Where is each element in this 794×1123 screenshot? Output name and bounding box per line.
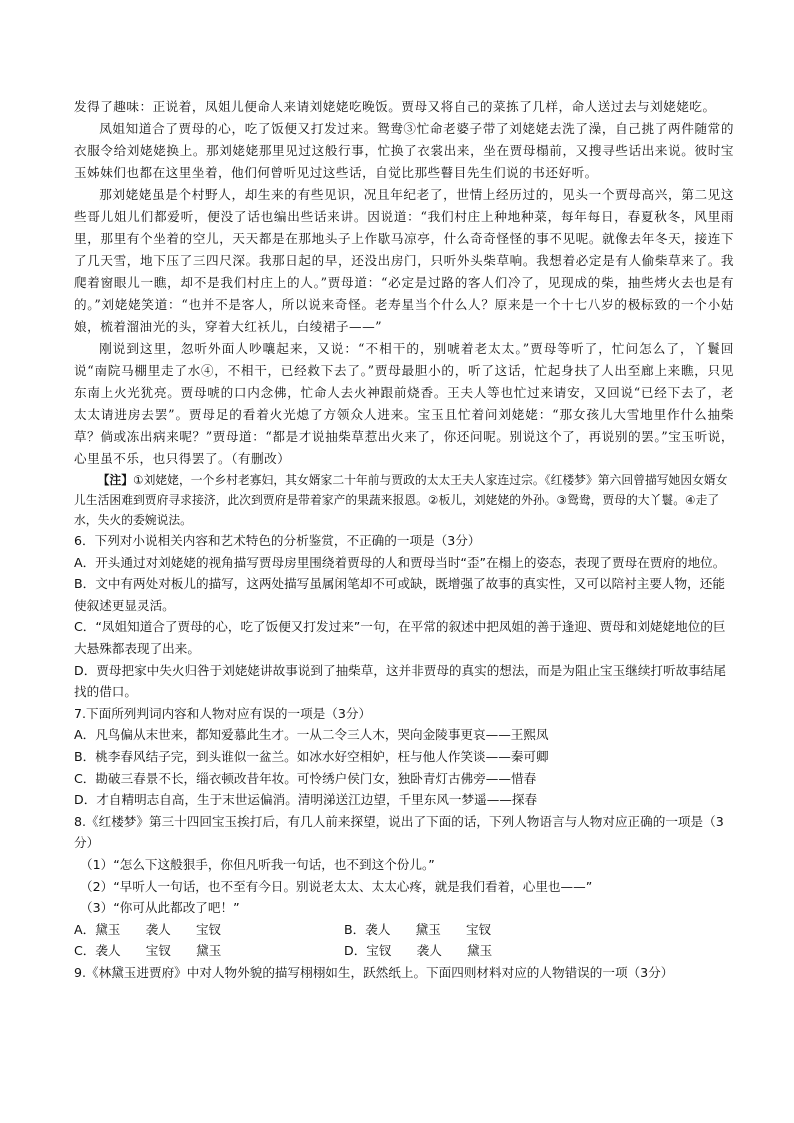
question-8-options xyxy=(74,919,734,962)
question-7-option-c: C．勘破三春景不长，缁衣顿改昔年妆。可怜绣户侯门女，独卧青灯古佛旁——惜春 xyxy=(74,770,537,786)
question-6-option-b: B．文中有两处对板儿的描写，这两处描写虽属闲笔却不可或缺，既增强了故事的真实性，又可以陪衬主要人物，还能使叙述更显灵活。 xyxy=(74,576,725,613)
question-8-title: 8.《红楼梦》第三十四回宝玉挨打后，有几人前来探望，说出了下面的话，下列人物语言与人物对应正确的一项是（3分） xyxy=(74,813,724,851)
question-8-statement-3: （3）“你可从此都改了吧！” xyxy=(80,900,240,916)
question-6-option-a: A．开头通过对刘姥姥的视角描写贾母房里围绕着贾母的人和贾母当时“歪”在榻上的姿态，表现了贾母在贾府的地位。 xyxy=(74,554,726,570)
passage-paragraph-0: 发得了趣味：正说着，凤姐儿便命人来请刘姥姥吃晚饭。贾母又将自己的菜拣了几样，命人送过去与刘姥姥吃。 xyxy=(74,99,716,114)
question-8-option-a: A．黛玉 袭人 宝钗 xyxy=(74,921,222,937)
question-7-option-d: D．才自精明志自高，生于末世运偏消。清明涕送江边望，千里东风一梦遥——探春 xyxy=(74,792,538,808)
question-8-statement-1: （1）“怎么下这般狠手，你但凡听我一句话，也不到这个份儿。” xyxy=(80,856,435,872)
question-7-title: 7.下面所列判词内容和人物对应有误的一项是（3分） xyxy=(74,705,372,721)
question-7 xyxy=(74,703,734,811)
footnote xyxy=(74,470,734,530)
passage xyxy=(74,96,734,470)
question-9-title: 9.《林黛玉进贾府》中对人物外貌的描写栩栩如生，跃然纸上。下面四则材料对应的人物错误的一项（3分） xyxy=(74,964,674,980)
passage-paragraph-2: 那刘姥姥虽是个村野人，却生来的有些见识，况且年纪老了，世情上经历过的，见头一个贾母高兴，第二见这些哥儿姐儿们都爱听，便没了话也编出些话来讲。因说道：“我们村庄上种地种菜，每年每日，春夏秋冬，风里雨里，那里有个坐着的空儿，天天都是在那地头子上作歇马凉亭，什么奇奇怪怪的事不见呢。就像去年冬天，接连下了几天雪，地下压了三四尺深。我那日起的早，还没出房门，只听外头柴草响。我想着必定是有人偷柴草来了。我爬着窗眼儿一瞧，却不是我们村庄上的人。”贾母道：“必定是过路的客人们冷了，见现成的柴，抽些烤火去也是有的。”刘姥姥笑道：“也并不是客人，所以说来奇怪。老寿星当个什么人？原来是一个十七八岁的极标致的一个小姑娘，梳着溜油光的头，穿着大红袄儿，白绫裙子——” xyxy=(74,187,734,334)
question-6-title: 6．下列对小说相关内容和艺术特色的分析鉴赏，不正确的一项是（3分） xyxy=(74,533,481,548)
question-8 xyxy=(74,811,734,962)
footnote-text: ①刘姥姥，一个乡村老寡妇，其女婿家二十年前与贾政的太太王夫人家连过宗。《红楼梦》第六回曾描写她因女婿女儿生活困难到贾府寻求接济，此次到贾府是带着家产的果蔬来报恩。②板儿，刘姥姥的外孙。③鸳鸯，贾母的大丫鬟。④走了水，失火的委婉说法。 xyxy=(74,473,728,527)
page-content xyxy=(74,96,734,983)
passage-paragraph-1: 凤姐知道合了贾母的心，吃了饭便又打发过来。鸳鸯③忙命老婆子带了刘姥姥去洗了澡，自己挑了两件随常的衣服令给刘姥姥换上。那刘姥姥那里见过这般行事，忙换了衣裳出来，坐在贾母榻前，又搜寻些话出来说。彼时宝玉姊妹们也都在这里坐着，他们何曾听见过这些话，自觉比那些瞽目先生们说的书还好听。 xyxy=(74,121,734,180)
question-6-option-c: C．“凤姐知道合了贾母的心，吃了饭便又打发过来”一句，在平常的叙述中把凤姐的善于逢迎、贾母和刘姥姥地位的巨大悬殊都表现了出来。 xyxy=(74,619,726,656)
question-9 xyxy=(74,962,734,984)
question-8-option-b: B．袭人 黛玉 宝钗 xyxy=(344,921,492,937)
footnote-label: 【注】 xyxy=(97,473,133,487)
passage-paragraph-3: 刚说到这里，忽听外面人吵嚷起来，又说：“不相干的，别唬着老太太。”贾母等听了，忙问怎么了，丫鬟回说“南院马棚里走了水④，不相干，已经救下去了。”贾母最胆小的，听了这话，忙起身扶了人出至廊上来瞧，只见东南上火光犹亮。贾母唬的口内念佛，忙命人去火神跟前烧香。王夫人等也忙过来请安，又回说“已经下去了，老太太请进房去罢”。贾母足的看着火光熄了方领众人进来。宝玉且忙着问刘姥姥：“那女孩儿大雪地里作什么抽柴草？倘或冻出病来呢？”贾母道：“都是才说抽柴草惹出火来了，你还问呢。别说这个了，再说别的罢。”宝玉听说，心里虽不乐，也只得罢了。（有删改） xyxy=(74,341,734,466)
question-7-option-a: A．凡鸟偏从末世来，都知爱慕此生才。一从二令三人木，哭向金陵事更哀——王熙凤 xyxy=(74,727,549,743)
question-7-option-b: B．桃李春风结子完，到头谁似一盆兰。如冰水好空相妒，枉与他人作笑谈——秦可卿 xyxy=(74,748,549,764)
question-6-option-d: D．贾母把家中失火归咎于刘姥姥讲故事说到了抽柴草，这并非贾母的真实的想法，而是为阻止宝玉继续打听故事结尾找的借口。 xyxy=(74,662,726,700)
question-8-statement-2: （2）“早听人一句话，也不至有今日。别说老太太、太太心疼，就是我们看着，心里也——” xyxy=(80,878,593,894)
question-8-option-d: D．宝钗 袭人 黛玉 xyxy=(344,943,493,959)
question-8-option-c: C．袭人 宝钗 黛玉 xyxy=(74,943,222,959)
question-6 xyxy=(74,530,734,703)
